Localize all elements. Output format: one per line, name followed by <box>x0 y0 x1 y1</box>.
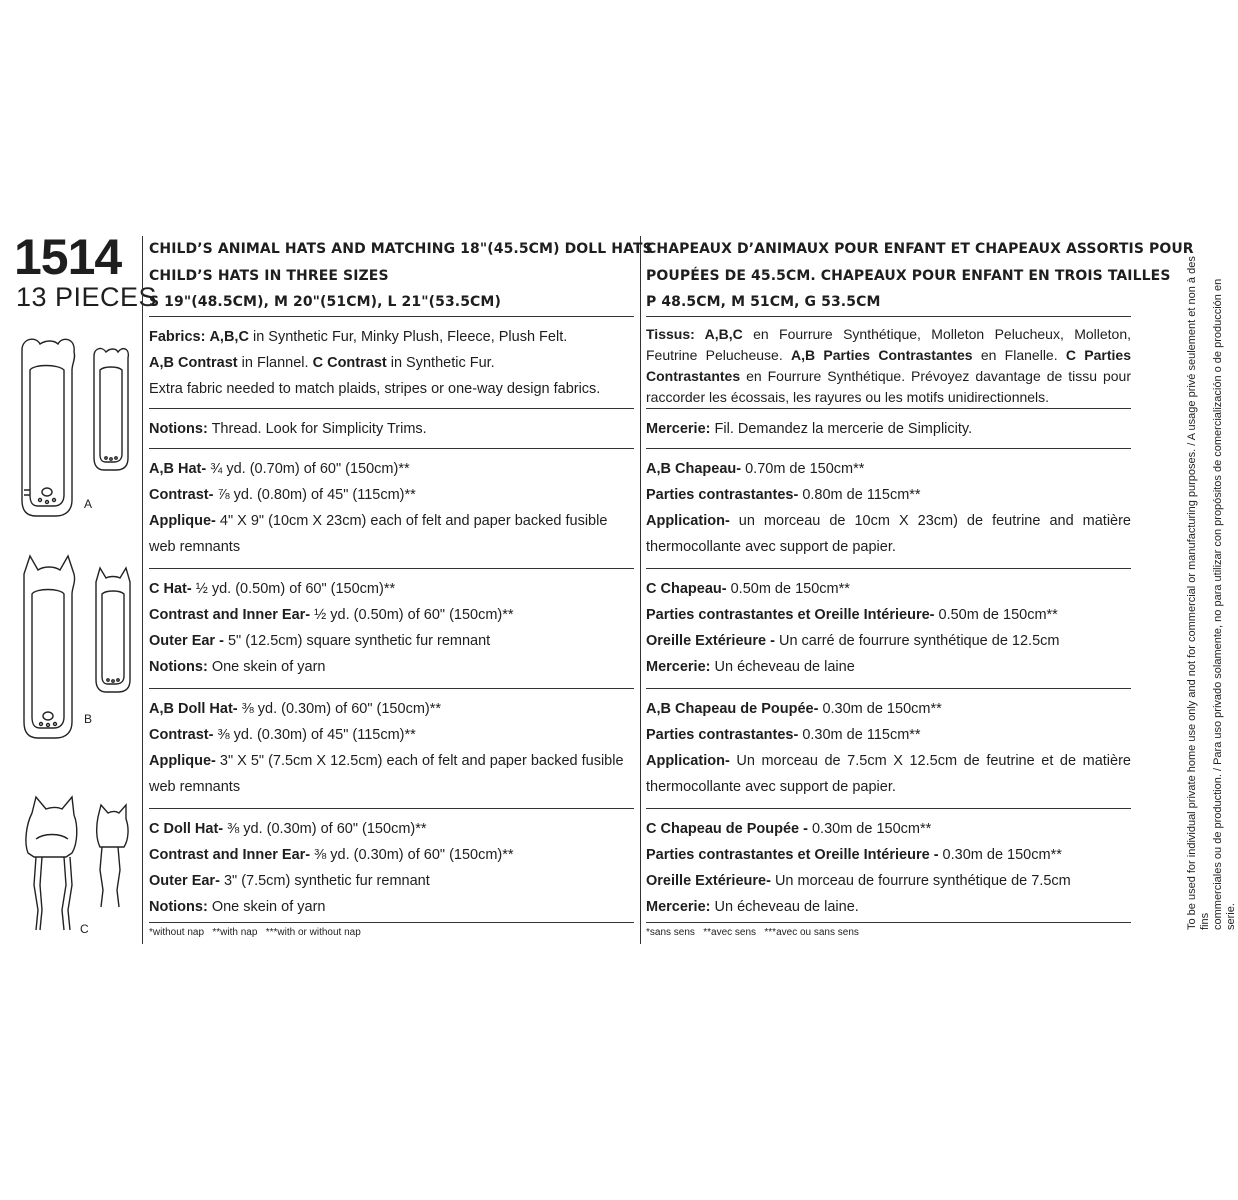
contrast-c-label: C Contrast <box>312 355 387 371</box>
french-title <box>646 236 1194 316</box>
fr-ab-doll-contrast-label: Parties contrastantes- <box>646 727 799 743</box>
fr-c-doll-inner-text: 0.30m de 150cm** <box>938 847 1062 863</box>
usage-disclaimer <box>1186 250 1237 930</box>
fr-c-doll-outer-text: Un morceau de fourrure synthétique de 7.5cm <box>770 873 1071 889</box>
fr-c-outer-label: Oreille Extérieure - <box>646 633 775 649</box>
c-doll-hat-text: ⅜ yd. (0.30m) of 60" (150cm)** <box>223 821 427 837</box>
notions-text: Thread. Look for Simplicity Trims. <box>207 421 427 437</box>
disclaimer-line: To be used for individual private home use only and not for commercial or manufacturing purposes. / A usage privé seulement et non à des fins <box>1186 256 1211 930</box>
c-outer-ear-label: Outer Ear - <box>149 633 224 649</box>
pattern-number: 1514 <box>14 229 122 285</box>
fr-ab-doll-text: 0.30m de 150cm** <box>818 701 942 717</box>
center-divider <box>640 236 641 944</box>
c-notions-text: One skein of yarn <box>207 659 326 675</box>
parties-c-text: en Fourrure Synthétique. Prévoyez davantage de tissu pour raccorder les écossais, les rayures ou les motifs unidirectionnels. <box>646 368 1131 405</box>
parties-ab-label: A,B Parties Contrastantes <box>791 347 973 363</box>
c-doll-inner-ear-label: Contrast and Inner Ear- <box>149 847 311 863</box>
ab-chapeau-label: A,B Chapeau- <box>646 461 742 477</box>
mercerie-label: Mercerie: <box>646 421 711 437</box>
c-notions-label: Notions: <box>149 659 208 675</box>
view-b-illustration <box>14 552 124 742</box>
contrast-ab-label: A,B Contrast <box>149 355 238 371</box>
c-doll-hat-label: C Doll Hat- <box>149 821 224 837</box>
fr-c-outer-text: Un carré de fourrure synthétique de 12.5cm <box>774 633 1060 649</box>
c-doll-outer-ear-label: Outer Ear- <box>149 873 220 889</box>
contrast-c-text: in Synthetic Fur. <box>386 355 495 371</box>
french-title-line: POUPÉES DE 45.5CM. CHAPEAUX POUR ENFANT EN TROIS TAILLES <box>646 267 1171 284</box>
fr-c-mercerie-text: Un écheveau de laine <box>710 659 855 675</box>
c-hat-text: ½ yd. (0.50m) of 60" (150cm)** <box>191 581 396 597</box>
english-notions-section <box>149 408 634 448</box>
fr-ab-contrast-label: Parties contrastantes- <box>646 487 799 503</box>
c-inner-ear-label: Contrast and Inner Ear- <box>149 607 311 623</box>
french-title-line: CHAPEAUX D’ANIMAUX POUR ENFANT ET CHAPEAUX ASSORTIS POUR <box>646 241 1194 257</box>
view-a-illustration <box>14 330 124 520</box>
ab-doll-applique-text: 3" X 5" (7.5cm X 12.5cm) each of felt and paper backed fusible web remnants <box>149 753 624 795</box>
fr-ab-application-label: Application- <box>646 513 730 529</box>
view-c-label: C <box>80 922 89 936</box>
c-doll-notions-label: Notions: <box>149 899 208 915</box>
fr-c-doll-text: 0.30m de 150cm** <box>807 821 932 837</box>
tissus-label: Tissus: <box>646 326 695 342</box>
fr-ab-doll-label: A,B Chapeau de Poupée- <box>646 701 819 717</box>
ab-doll-applique-label: Applique- <box>149 753 216 769</box>
ab-applique-label: Applique- <box>149 513 216 529</box>
fr-c-inner-text: 0.50m de 150cm** <box>934 607 1058 623</box>
ab-doll-contrast-text: ⅜ yd. (0.30m) of 45" (115cm)** <box>213 727 416 743</box>
fr-c-doll-outer-label: Oreille Extérieure- <box>646 873 771 889</box>
fr-ab-application-text: un morceau de 10cm X 23cm) de feutrine and matière thermocollante avec support de papier. <box>646 513 1131 555</box>
fr-ab-contrast-text: 0.80m de 115cm** <box>798 487 921 503</box>
c-chapeau-label: C Chapeau- <box>646 581 727 597</box>
fr-c-doll-mercerie-label: Mercerie: <box>646 899 711 915</box>
english-title-line: CHILD’S HATS IN THREE SIZES <box>149 267 389 284</box>
french-ab-hat-section <box>646 448 1131 568</box>
fr-c-doll-label: C Chapeau de Poupée - <box>646 821 808 837</box>
contrast-ab-text: in Flannel. <box>237 355 313 371</box>
fr-c-doll-inner-label: Parties contrastantes et Oreille Intérieure - <box>646 847 939 863</box>
french-fabrics-section <box>646 316 1131 408</box>
fr-ab-doll-contrast-text: 0.30m de 115cm** <box>798 727 921 743</box>
parties-c-label: C Parties Contrastantes <box>646 347 1131 384</box>
mercerie-text: Fil. Demandez la mercerie de Simplicity. <box>710 421 973 437</box>
c-chapeau-text: 0.50m de 150cm** <box>726 581 850 597</box>
ab-hat-text: ¾ yd. (0.70m) of 60" (150cm)** <box>206 461 410 477</box>
fabrics-label: Fabrics: <box>149 329 206 345</box>
french-column <box>646 236 1194 938</box>
english-c-hat-section <box>149 568 634 688</box>
ab-contrast-text: ⅞ yd. (0.80m) of 45" (115cm)** <box>213 487 416 503</box>
notions-label: Notions: <box>149 421 208 437</box>
ab-doll-hat-text: ⅜ yd. (0.30m) of 60" (150cm)** <box>237 701 442 717</box>
tissus-views: A,B,C <box>694 326 743 342</box>
tissus-text: en Fourrure Synthétique, Molleton Pelucheux, Molleton, Feutrine Pelucheuse. <box>646 326 1132 363</box>
english-footnote: *without nap **with nap ***with or without nap <box>149 922 634 938</box>
view-a-label: A <box>84 497 93 511</box>
french-title-line: P 48.5CM, M 51CM, G 53.5CM <box>646 294 881 310</box>
parties-ab-text: en Flanelle. <box>972 347 1066 363</box>
french-ab-doll-section <box>646 688 1131 808</box>
c-doll-outer-ear-text: 3" (7.5cm) synthetic fur remnant <box>219 873 430 889</box>
ab-contrast-label: Contrast- <box>149 487 214 503</box>
french-footnote: *sans sens **avec sens ***avec ou sans sens <box>646 922 1131 938</box>
english-column <box>149 236 653 938</box>
view-b-label: B <box>84 712 93 726</box>
french-notions-section <box>646 408 1131 448</box>
english-c-doll-section <box>149 808 634 922</box>
french-c-hat-section <box>646 568 1131 688</box>
english-fabrics-section <box>149 316 634 408</box>
fr-c-doll-mercerie-text: Un écheveau de laine. <box>710 899 859 915</box>
c-hat-label: C Hat- <box>149 581 192 597</box>
fr-c-mercerie-label: Mercerie: <box>646 659 711 675</box>
c-doll-notions-text: One skein of yarn <box>207 899 326 915</box>
fabrics-text: in Synthetic Fur, Minky Plush, Fleece, Plush Felt. <box>248 329 568 345</box>
c-doll-inner-ear-text: ⅜ yd. (0.30m) of 60" (150cm)** <box>310 847 514 863</box>
english-ab-hat-section <box>149 448 634 568</box>
french-c-doll-section <box>646 808 1131 922</box>
fr-c-inner-label: Parties contrastantes et Oreille Intérieure- <box>646 607 935 623</box>
english-title-line: CHILD’S ANIMAL HATS AND MATCHING 18"(45.5CM) DOLL HATS <box>149 241 653 257</box>
ab-doll-hat-label: A,B Doll Hat- <box>149 701 238 717</box>
disclaimer-line: commerciales ou de production. / Para uso privado solamente, no para utilizar con propósitos de comercialización o de producción en serie. <box>1212 278 1237 930</box>
ab-chapeau-text: 0.70m de 150cm** <box>741 461 865 477</box>
english-title <box>149 236 653 316</box>
piece-count: 13 PIECES <box>16 282 158 312</box>
view-c-illustration <box>14 795 124 940</box>
fabrics-views: A,B,C <box>209 329 249 345</box>
fabrics-extra: Extra fabric needed to match plaids, stripes or one-way design fabrics. <box>149 381 601 397</box>
fr-ab-doll-application-label: Application- <box>646 753 730 769</box>
english-title-line: S 19"(48.5CM), M 20"(51CM), L 21"(53.5CM) <box>149 294 501 310</box>
c-outer-ear-text: 5" (12.5cm) square synthetic fur remnant <box>223 633 491 649</box>
c-inner-ear-text: ½ yd. (0.50m) of 60" (150cm)** <box>310 607 514 623</box>
fr-ab-doll-application-text: Un morceau de 7.5cm X 12.5cm de feutrine et de matière thermocollante avec support de papier. <box>646 753 1131 795</box>
ab-doll-contrast-label: Contrast- <box>149 727 214 743</box>
ab-applique-text: 4" X 9" (10cm X 23cm) each of felt and paper backed fusible web remnants <box>149 513 608 555</box>
left-divider <box>142 236 143 944</box>
english-ab-doll-section <box>149 688 634 808</box>
ab-hat-label: A,B Hat- <box>149 461 207 477</box>
